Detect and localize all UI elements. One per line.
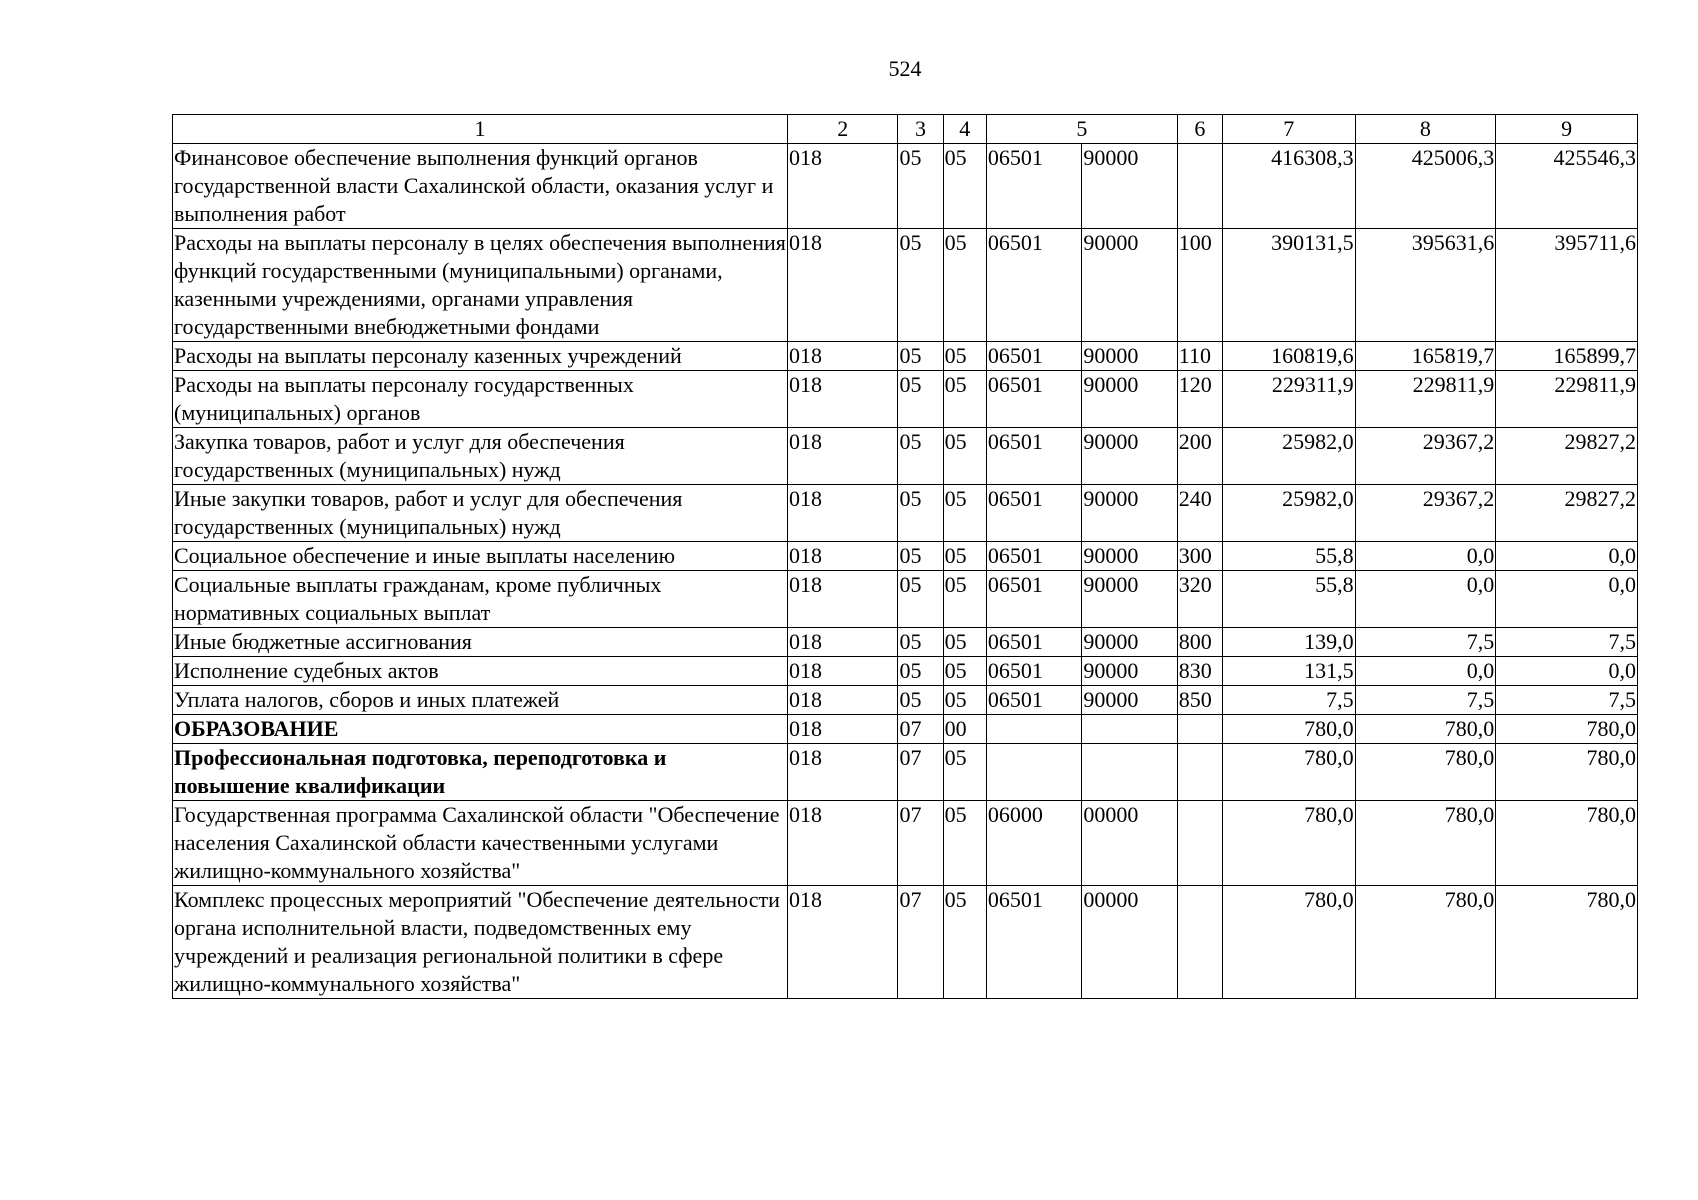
table-row — [173, 485, 1638, 542]
code-subsection: 05 — [943, 229, 986, 342]
amount-col9: 780,0 — [1496, 744, 1638, 801]
code-expense-type — [1177, 886, 1222, 999]
code-ministry: 018 — [787, 144, 898, 229]
code-subsection: 05 — [943, 485, 986, 542]
table-row — [173, 542, 1638, 571]
amount-col8: 425006,3 — [1355, 144, 1496, 229]
amount-col7: 390131,5 — [1222, 229, 1355, 342]
code-ministry: 018 — [787, 657, 898, 686]
code-section: 05 — [898, 144, 943, 229]
code-section: 05 — [898, 342, 943, 371]
code-ministry: 018 — [787, 628, 898, 657]
code-section: 07 — [898, 886, 943, 999]
code-section: 07 — [898, 801, 943, 886]
page-number: 524 — [888, 56, 922, 81]
header-cell: 4 — [943, 115, 986, 144]
code-subsection: 05 — [943, 428, 986, 485]
amount-col7: 25982,0 — [1222, 485, 1355, 542]
code-section: 05 — [898, 571, 943, 628]
code-direction: 90000 — [1082, 485, 1177, 542]
table-row — [173, 686, 1638, 715]
code-program: 06501 — [986, 371, 1081, 428]
code-section: 05 — [898, 686, 943, 715]
code-subsection: 05 — [943, 686, 986, 715]
amount-col9: 29827,2 — [1496, 428, 1638, 485]
code-program — [986, 715, 1081, 744]
code-subsection: 05 — [943, 342, 986, 371]
code-expense-type: 830 — [1177, 657, 1222, 686]
code-program: 06501 — [986, 229, 1081, 342]
table-row — [173, 571, 1638, 628]
amount-col8: 7,5 — [1355, 628, 1496, 657]
code-program: 06501 — [986, 686, 1081, 715]
code-subsection: 00 — [943, 715, 986, 744]
row-name: Социальные выплаты гражданам, кроме публичных нормативных социальных выплат — [173, 571, 788, 628]
amount-col7: 131,5 — [1222, 657, 1355, 686]
row-name: Иные бюджетные ассигнования — [173, 628, 788, 657]
code-subsection: 05 — [943, 628, 986, 657]
table-row — [173, 428, 1638, 485]
code-program: 06501 — [986, 144, 1081, 229]
code-subsection: 05 — [943, 571, 986, 628]
amount-col7: 780,0 — [1222, 886, 1355, 999]
row-name: ОБРАЗОВАНИЕ — [173, 715, 788, 744]
amount-col8: 780,0 — [1355, 715, 1496, 744]
table-row — [173, 144, 1638, 229]
code-subsection: 05 — [943, 801, 986, 886]
code-direction — [1082, 715, 1177, 744]
code-program: 06501 — [986, 886, 1081, 999]
code-direction — [1082, 744, 1177, 801]
code-program: 06501 — [986, 428, 1081, 485]
code-expense-type — [1177, 801, 1222, 886]
code-expense-type: 850 — [1177, 686, 1222, 715]
budget-table — [172, 114, 1638, 999]
row-name: Закупка товаров, работ и услуг для обеспечения государственных (муниципальных) нужд — [173, 428, 788, 485]
code-ministry: 018 — [787, 686, 898, 715]
code-ministry: 018 — [787, 342, 898, 371]
code-ministry: 018 — [787, 371, 898, 428]
amount-col9: 395711,6 — [1496, 229, 1638, 342]
amount-col8: 780,0 — [1355, 886, 1496, 999]
code-direction: 90000 — [1082, 571, 1177, 628]
amount-col9: 29827,2 — [1496, 485, 1638, 542]
code-section: 05 — [898, 628, 943, 657]
row-name: Комплекс процессных мероприятий "Обеспечение деятельности органа исполнительной власти, подведомственных ему учреждений и реализация региональной политики в сфере жилищно-коммунального хозяйства" — [173, 886, 788, 999]
amount-col8: 0,0 — [1355, 542, 1496, 571]
code-subsection: 05 — [943, 886, 986, 999]
code-direction: 90000 — [1082, 342, 1177, 371]
code-program: 06501 — [986, 342, 1081, 371]
amount-col9: 7,5 — [1496, 628, 1638, 657]
row-name: Расходы на выплаты персоналу государственных (муниципальных) органов — [173, 371, 788, 428]
code-ministry: 018 — [787, 229, 898, 342]
code-program: 06501 — [986, 485, 1081, 542]
table-row — [173, 744, 1638, 801]
code-direction: 90000 — [1082, 229, 1177, 342]
code-program: 06501 — [986, 628, 1081, 657]
amount-col7: 780,0 — [1222, 715, 1355, 744]
code-ministry: 018 — [787, 801, 898, 886]
code-section: 07 — [898, 744, 943, 801]
amount-col9: 780,0 — [1496, 801, 1638, 886]
amount-col8: 0,0 — [1355, 657, 1496, 686]
code-ministry: 018 — [787, 744, 898, 801]
row-name: Расходы на выплаты персоналу в целях обеспечения выполнения функций государственными (муниципальными) органами, казенными учреждениями, органами управления государственными внебюджетными фондами — [173, 229, 788, 342]
amount-col7: 25982,0 — [1222, 428, 1355, 485]
code-expense-type: 110 — [1177, 342, 1222, 371]
code-expense-type — [1177, 144, 1222, 229]
code-direction: 90000 — [1082, 628, 1177, 657]
amount-col7: 139,0 — [1222, 628, 1355, 657]
amount-col7: 229311,9 — [1222, 371, 1355, 428]
amount-col9: 165899,7 — [1496, 342, 1638, 371]
code-program: 06000 — [986, 801, 1081, 886]
code-direction: 90000 — [1082, 144, 1177, 229]
amount-col7: 416308,3 — [1222, 144, 1355, 229]
code-expense-type: 100 — [1177, 229, 1222, 342]
code-subsection: 05 — [943, 657, 986, 686]
code-expense-type: 200 — [1177, 428, 1222, 485]
code-ministry: 018 — [787, 428, 898, 485]
amount-col7: 780,0 — [1222, 744, 1355, 801]
code-section: 07 — [898, 715, 943, 744]
amount-col9: 7,5 — [1496, 686, 1638, 715]
amount-col8: 780,0 — [1355, 801, 1496, 886]
header-cell: 7 — [1222, 115, 1355, 144]
code-program — [986, 744, 1081, 801]
code-expense-type: 240 — [1177, 485, 1222, 542]
amount-col8: 395631,6 — [1355, 229, 1496, 342]
amount-col7: 780,0 — [1222, 801, 1355, 886]
amount-col8: 780,0 — [1355, 744, 1496, 801]
row-name: Исполнение судебных актов — [173, 657, 788, 686]
code-expense-type: 800 — [1177, 628, 1222, 657]
amount-col7: 55,8 — [1222, 571, 1355, 628]
row-name: Финансовое обеспечение выполнения функций органов государственной власти Сахалинской области, оказания услуг и выполнения работ — [173, 144, 788, 229]
code-direction: 00000 — [1082, 886, 1177, 999]
code-program: 06501 — [986, 542, 1081, 571]
code-section: 05 — [898, 229, 943, 342]
table-row — [173, 229, 1638, 342]
code-direction: 90000 — [1082, 542, 1177, 571]
code-section: 05 — [898, 542, 943, 571]
code-expense-type — [1177, 744, 1222, 801]
amount-col8: 0,0 — [1355, 571, 1496, 628]
amount-col7: 160819,6 — [1222, 342, 1355, 371]
table-row — [173, 801, 1638, 886]
table-row — [173, 715, 1638, 744]
amount-col9: 229811,9 — [1496, 371, 1638, 428]
amount-col9: 780,0 — [1496, 886, 1638, 999]
code-direction: 90000 — [1082, 371, 1177, 428]
amount-col9: 0,0 — [1496, 657, 1638, 686]
code-ministry: 018 — [787, 485, 898, 542]
code-subsection: 05 — [943, 744, 986, 801]
row-name: Иные закупки товаров, работ и услуг для обеспечения государственных (муниципальных) нужд — [173, 485, 788, 542]
amount-col9: 780,0 — [1496, 715, 1638, 744]
code-direction: 90000 — [1082, 657, 1177, 686]
code-section: 05 — [898, 428, 943, 485]
header-cell: 6 — [1177, 115, 1222, 144]
amount-col8: 29367,2 — [1355, 428, 1496, 485]
code-section: 05 — [898, 485, 943, 542]
code-ministry: 018 — [787, 715, 898, 744]
table-row — [173, 342, 1638, 371]
code-program: 06501 — [986, 657, 1081, 686]
code-subsection: 05 — [943, 144, 986, 229]
code-section: 05 — [898, 371, 943, 428]
code-expense-type — [1177, 715, 1222, 744]
header-cell: 5 — [986, 115, 1177, 144]
code-ministry: 018 — [787, 571, 898, 628]
code-subsection: 05 — [943, 542, 986, 571]
amount-col9: 425546,3 — [1496, 144, 1638, 229]
table-header-row — [173, 115, 1638, 144]
code-subsection: 05 — [943, 371, 986, 428]
row-name: Уплата налогов, сборов и иных платежей — [173, 686, 788, 715]
header-cell: 3 — [898, 115, 943, 144]
amount-col7: 55,8 — [1222, 542, 1355, 571]
header-cell: 1 — [173, 115, 788, 144]
code-program: 06501 — [986, 571, 1081, 628]
amount-col9: 0,0 — [1496, 542, 1638, 571]
code-expense-type: 300 — [1177, 542, 1222, 571]
code-expense-type: 120 — [1177, 371, 1222, 428]
code-ministry: 018 — [787, 542, 898, 571]
header-cell: 9 — [1496, 115, 1638, 144]
table-row — [173, 886, 1638, 999]
table-row — [173, 628, 1638, 657]
row-name: Государственная программа Сахалинской области "Обеспечение населения Сахалинской области качественными услугами жилищно-коммунального хозяйства" — [173, 801, 788, 886]
code-direction: 90000 — [1082, 686, 1177, 715]
amount-col9: 0,0 — [1496, 571, 1638, 628]
amount-col8: 229811,9 — [1355, 371, 1496, 428]
code-section: 05 — [898, 657, 943, 686]
amount-col8: 7,5 — [1355, 686, 1496, 715]
row-name: Профессиональная подготовка, переподготовка и повышение квалификации — [173, 744, 788, 801]
code-direction: 00000 — [1082, 801, 1177, 886]
header-cell: 2 — [787, 115, 898, 144]
code-direction: 90000 — [1082, 428, 1177, 485]
table-row — [173, 657, 1638, 686]
table-body — [173, 144, 1638, 999]
amount-col7: 7,5 — [1222, 686, 1355, 715]
code-ministry: 018 — [787, 886, 898, 999]
header-cell: 8 — [1355, 115, 1496, 144]
row-name: Социальное обеспечение и иные выплаты населению — [173, 542, 788, 571]
code-expense-type: 320 — [1177, 571, 1222, 628]
amount-col8: 165819,7 — [1355, 342, 1496, 371]
amount-col8: 29367,2 — [1355, 485, 1496, 542]
row-name: Расходы на выплаты персоналу казенных учреждений — [173, 342, 788, 371]
table-row — [173, 371, 1638, 428]
